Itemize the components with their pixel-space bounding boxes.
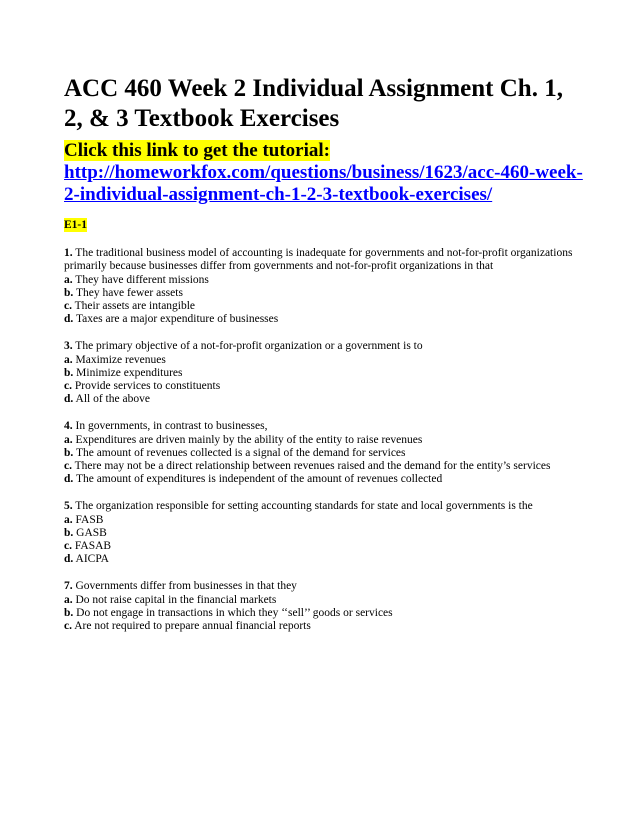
answer-option xyxy=(64,527,584,540)
option-text: There may not be a direct relationship between revenues raised and the demand for the entity’s services xyxy=(74,460,551,473)
option-letter: d. xyxy=(64,553,74,566)
question-number: 5. xyxy=(64,500,73,513)
question-text: In governments, in contrast to businesses, xyxy=(75,420,268,433)
answer-option xyxy=(64,367,584,380)
tutorial-link[interactable]: http://homeworkfox.com/questions/business/1623/acc-460-week-2-individual-assignment-ch-1-2-3-textbook-exercises/ xyxy=(64,162,583,205)
option-text: FASAB xyxy=(74,540,112,553)
document-title: ACC 460 Week 2 Individual Assignment Ch. 1, 2, & 3 Textbook Exercises xyxy=(64,75,563,132)
option-text: They have different missions xyxy=(75,273,209,286)
option-letter: b. xyxy=(64,286,74,299)
question-item xyxy=(64,340,584,406)
option-text: Maximize revenues xyxy=(75,353,166,366)
question-item xyxy=(64,580,584,633)
section-label: E1-1 xyxy=(64,219,87,231)
option-letter: b. xyxy=(64,366,74,379)
option-letter: c. xyxy=(64,620,72,633)
question-stem xyxy=(64,580,584,593)
answer-option xyxy=(64,434,584,447)
document-page xyxy=(64,74,584,647)
option-letter: b. xyxy=(64,446,74,459)
option-letter: b. xyxy=(64,606,74,619)
option-letter: c. xyxy=(64,380,72,393)
question-number: 7. xyxy=(64,580,73,593)
option-letter: a. xyxy=(64,593,73,606)
answer-option xyxy=(64,354,584,367)
option-text: Do not raise capital in the financial markets xyxy=(75,593,277,606)
question-text: Governments differ from businesses in that they xyxy=(75,580,297,593)
answer-option xyxy=(64,607,584,620)
option-text: FASB xyxy=(75,513,104,526)
question-item xyxy=(64,500,584,566)
question-number: 1. xyxy=(64,247,73,259)
answer-option xyxy=(64,514,584,527)
option-text: Provide services to constituents xyxy=(74,380,221,393)
answer-option xyxy=(64,287,584,300)
option-letter: a. xyxy=(64,433,73,446)
answer-option xyxy=(64,300,584,313)
option-letter: a. xyxy=(64,353,73,366)
answer-option xyxy=(64,447,584,460)
option-letter: d. xyxy=(64,313,74,326)
question-stem xyxy=(64,340,584,353)
option-text: Are not required to prepare annual financial reports xyxy=(74,620,311,633)
option-text: GASB xyxy=(76,526,107,539)
option-text: They have fewer assets xyxy=(75,286,183,299)
question-text: The organization responsible for setting accounting standards for state and local governments is the xyxy=(75,500,533,513)
answer-option xyxy=(64,553,584,566)
option-text: Taxes are a major expenditure of businesses xyxy=(75,313,279,326)
link-prompt: Click this link to get the tutorial: xyxy=(64,140,330,161)
question-item xyxy=(64,420,584,486)
question-stem xyxy=(64,420,584,433)
question-text: The traditional business model of accounting is inadequate for governments and not-for-profit organizations primarily because businesses differ from governments and not-for-profit organizations in that xyxy=(64,247,573,273)
option-letter: b. xyxy=(64,526,74,539)
option-text: Expenditures are driven mainly by the ability of the entity to raise revenues xyxy=(75,433,423,446)
question-number: 3. xyxy=(64,340,73,353)
option-text: The amount of expenditures is independent of the amount of revenues collected xyxy=(75,473,443,486)
option-text: AICPA xyxy=(75,553,109,566)
question-item xyxy=(64,247,584,327)
answer-option xyxy=(64,540,584,553)
option-letter: a. xyxy=(64,273,73,286)
option-letter: d. xyxy=(64,393,74,406)
answer-option xyxy=(64,274,584,287)
question-stem xyxy=(64,500,584,513)
answer-option xyxy=(64,313,584,326)
option-letter: c. xyxy=(64,300,72,313)
option-letter: c. xyxy=(64,460,72,473)
question-list xyxy=(64,247,584,633)
option-letter: d. xyxy=(64,473,74,486)
answer-option xyxy=(64,594,584,607)
answer-option xyxy=(64,460,584,473)
answer-option xyxy=(64,473,584,486)
option-letter: c. xyxy=(64,540,72,553)
tutorial-link-block xyxy=(64,140,584,206)
question-stem xyxy=(64,247,584,274)
answer-option xyxy=(64,620,584,633)
option-text: Minimize expenditures xyxy=(76,366,183,379)
question-number: 4. xyxy=(64,420,73,433)
option-text: All of the above xyxy=(75,393,150,406)
option-text: Do not engage in transactions in which they ‘‘sell’’ goods or services xyxy=(76,606,393,619)
answer-option xyxy=(64,380,584,393)
option-text: The amount of revenues collected is a signal of the demand for services xyxy=(75,446,406,459)
option-letter: a. xyxy=(64,513,73,526)
question-text: The primary objective of a not-for-profit organization or a government is to xyxy=(75,340,423,353)
answer-option xyxy=(64,393,584,406)
option-text: Their assets are intangible xyxy=(74,300,196,313)
